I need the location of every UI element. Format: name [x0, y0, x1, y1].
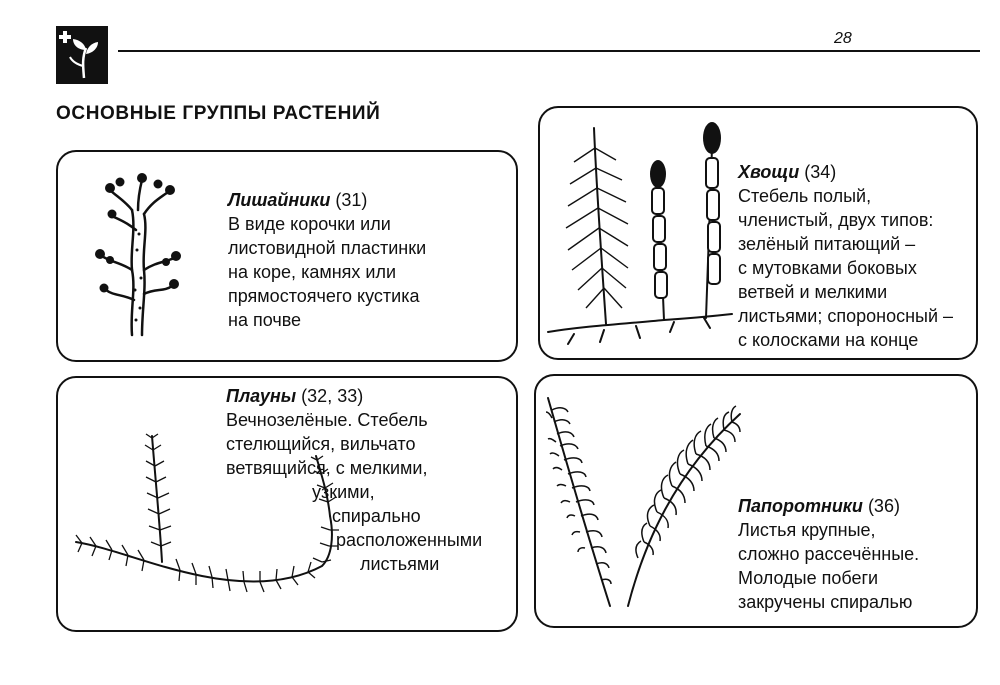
clubmosses-line: листьями — [360, 554, 440, 574]
ferns-name: Папоротники — [738, 496, 863, 516]
horsetails-line: ветвей и мелкими — [738, 282, 888, 302]
clubmosses-line: расположенными — [336, 530, 483, 550]
horsetails-heading — [738, 160, 953, 184]
ferns-line: Листья крупные, — [738, 520, 876, 540]
clubmosses-line: спирально — [332, 506, 421, 526]
horsetails-line: зелёный питающий – — [738, 234, 916, 254]
ferns-line: закручены спиралью — [738, 592, 913, 612]
card-ferns — [534, 374, 978, 628]
horsetails-text — [738, 160, 953, 352]
card-clubmosses — [56, 376, 518, 632]
horsetails-line: с мутовками боковых — [738, 258, 917, 278]
lichens-line: прямостоячего кустика — [228, 286, 420, 306]
horsetails-name: Хвощи — [738, 162, 800, 182]
lichens-line: В виде корочки или — [228, 214, 391, 234]
lichen-icon — [80, 170, 190, 340]
horsetails-line: Стебель полый, — [738, 186, 872, 206]
lichens-ref: (31) — [330, 190, 368, 210]
lichens-line: на почве — [228, 310, 302, 330]
horsetails-line: листьями; спороносный – — [738, 306, 954, 326]
card-lichens — [56, 150, 518, 362]
ferns-text — [738, 494, 919, 614]
plus-sprout-icon — [56, 26, 108, 84]
horsetail-icon — [544, 118, 734, 354]
clubmosses-line: Вечнозелёные. Стебель — [226, 410, 428, 430]
lichens-heading — [228, 188, 426, 212]
clubmosses-line: ветвящийся, с мелкими, — [226, 458, 428, 478]
clubmosses-name: Плауны — [226, 386, 297, 406]
clubmosses-line: стелющийся, вильчато — [226, 434, 416, 454]
clubmosses-line: узкими, — [312, 482, 375, 502]
fern-icon — [544, 394, 744, 614]
ferns-heading — [738, 494, 919, 518]
card-horsetails — [538, 106, 978, 360]
clubmosses-text — [226, 384, 482, 576]
ferns-ref: (36) — [862, 496, 900, 516]
horsetails-line: с колосками на конце — [738, 330, 919, 350]
horsetails-line: членистый, двух типов: — [738, 210, 934, 230]
lichens-line: на коре, камнях или — [228, 262, 397, 282]
clubmosses-heading — [226, 384, 482, 408]
section-title: ОСНОВНЫЕ ГРУППЫ РАСТЕНИЙ — [56, 103, 381, 124]
clubmosses-ref: (32, 33) — [296, 386, 364, 406]
page-number: 28 — [834, 30, 852, 47]
ferns-line: сложно рассечённые. — [738, 544, 920, 564]
lichens-line: листовидной пластинки — [228, 238, 427, 258]
ferns-line: Молодые побеги — [738, 568, 879, 588]
header-rule — [118, 50, 980, 52]
horsetails-ref: (34) — [799, 162, 837, 182]
lichens-text — [228, 188, 426, 332]
lichens-name: Лишайники — [228, 190, 331, 210]
